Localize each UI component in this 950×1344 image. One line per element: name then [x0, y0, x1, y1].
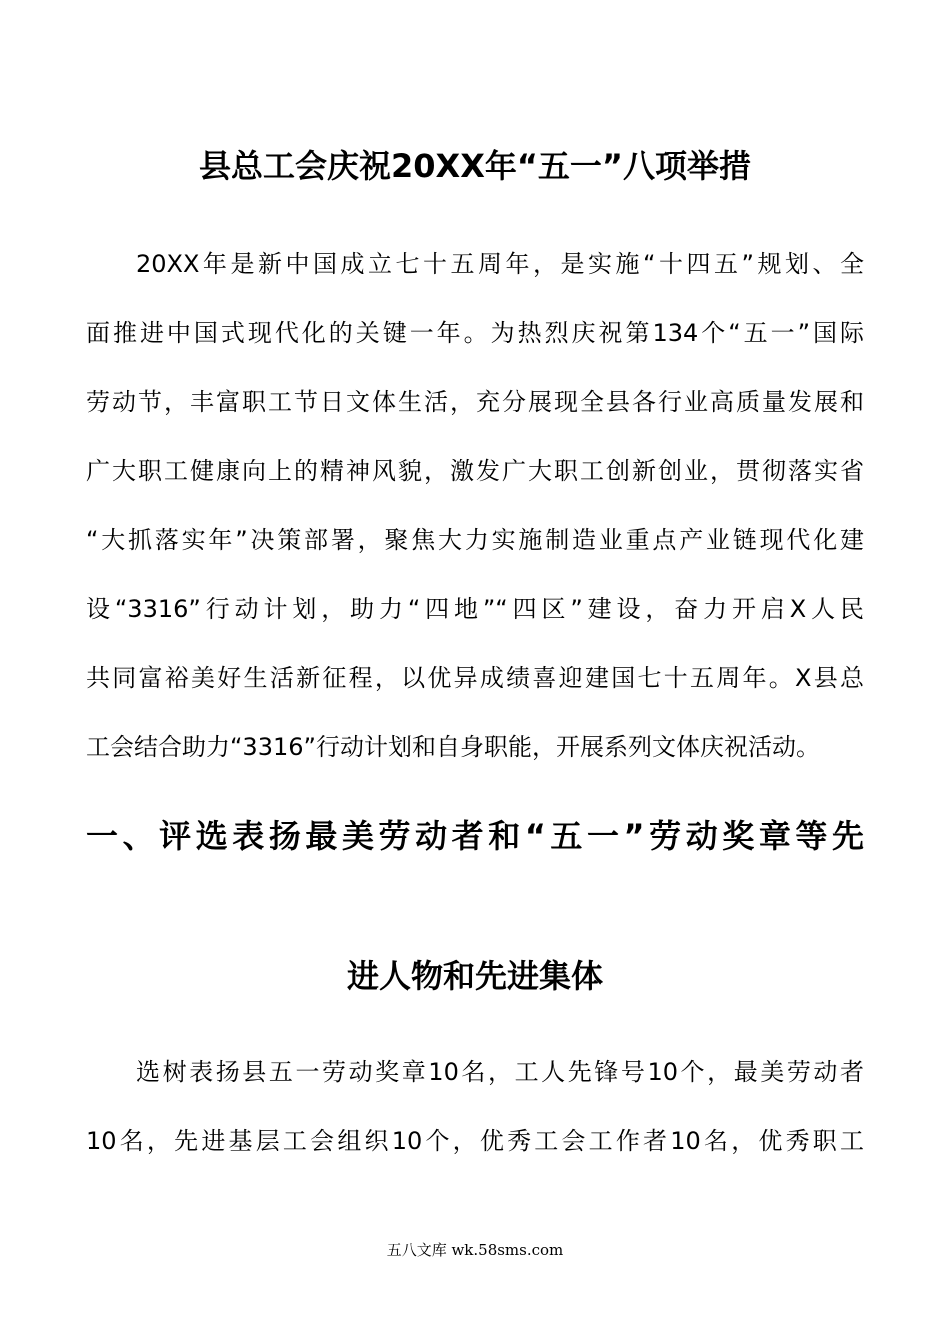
intro-paragraph: [86, 230, 864, 782]
intro-line: 劳动节，丰富职工节日文体生活，充分展现全县各行业高质量发展和: [86, 388, 864, 416]
intro-line: 共同富裕美好生活新征程，以优异成绩喜迎建国七十五周年。X县总: [86, 664, 864, 692]
section-1-heading-line-2: 进人物和先进集体: [346, 957, 603, 995]
intro-line: 工会结合助力“3316”行动计划和自身职能，开展系列文体庆祝活动。: [86, 733, 820, 761]
intro-line: 20XX年是新中国成立七十五周年，是实施“十四五”规划、全: [136, 250, 864, 278]
section-1-paragraph: [86, 1038, 864, 1176]
section-1-heading: [86, 810, 864, 1010]
intro-line: “大抓落实年”决策部署，聚焦大力实施制造业重点产业链现代化建: [86, 526, 864, 554]
section-1-line: 选树表扬县五一劳动奖章10名，工人先锋号10个，最美劳动者: [136, 1058, 864, 1086]
intro-line: 面推进中国式现代化的关键一年。为热烈庆祝第134个“五一”国际: [86, 319, 864, 347]
intro-line: 设“3316”行动计划，助力“四地”“四区”建设，奋力开启X人民: [86, 595, 864, 623]
document-title: 县总工会庆祝20XX年“五一”八项举措: [199, 147, 751, 185]
section-1-heading-line-1: 一、评选表扬最美劳动者和“五一”劳动奖章等先: [86, 817, 864, 855]
intro-line: 广大职工健康向上的精神风貌，激发广大职工创新创业，贯彻落实省: [86, 457, 864, 485]
footer-watermark: 五八文库 wk.58sms.com: [386, 1241, 564, 1259]
section-1-line: 10名，先进基层工会组织10个，优秀工会工作者10名，优秀职工: [86, 1127, 864, 1155]
